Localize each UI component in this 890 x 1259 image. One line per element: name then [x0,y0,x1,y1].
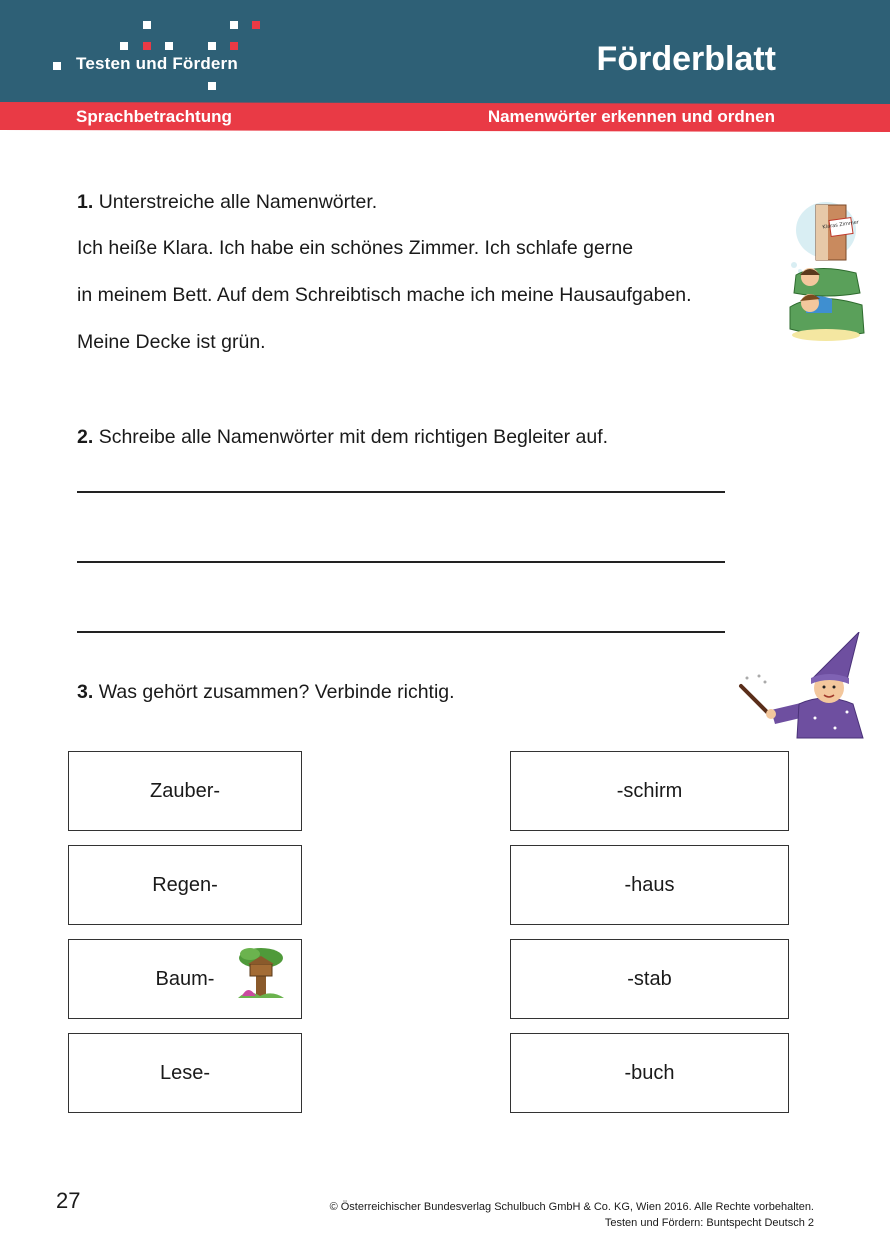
page-number: 27 [56,1188,81,1213]
left-word-1: Zauber- [149,779,221,802]
wizard-illustration [735,632,865,740]
subject-label: Sprachbetrachtung [76,107,232,126]
left-word-2: Regen- [152,873,218,896]
task3-instruction: Was gehört zusammen? Verbinde richtig. [98,681,455,703]
task1-heading [77,191,377,214]
answer-line-3[interactable] [77,631,725,633]
task1-text-line-2: in meinem Bett. Auf dem Schreibtisch mache ich meine Hausaufgaben. [77,284,692,306]
copyright-text: © Österreichischer Bundesverlag Schulbuch GmbH & Co. KG, Wien 2016. Alle Rechte vorbehalten. [329,1201,814,1213]
task1-text-line-3: Meine Decke ist grün. [77,331,266,353]
left-word-box-2[interactable] [68,845,302,925]
sleeping-child-illustration [786,195,866,345]
logo-text: Testen und Fördern [76,54,238,73]
task3-number: 3. [77,681,94,703]
task1-instruction: Unterstreiche alle Namenwörter. [98,191,378,213]
answer-line-1[interactable] [77,491,725,493]
task2-number: 2. [77,426,94,448]
footer-credits [330,1199,814,1231]
right-word-box-2[interactable] [510,845,789,925]
right-word-box-3[interactable] [510,939,789,1019]
topic-label: Namenwörter erkennen und ordnen [487,107,775,126]
logo-squares-icon [0,0,300,100]
right-word-box-1[interactable] [510,751,789,831]
left-word-box-1[interactable] [68,751,302,831]
task3-heading [77,681,455,704]
right-word-2: -haus [624,873,675,896]
task2-instruction: Schreibe alle Namenwörter mit dem richtigen Begleiter auf. [98,426,609,448]
left-word-box-4[interactable] [68,1033,302,1113]
source-text: Testen und Fördern: Buntspecht Deutsch 2 [604,1217,814,1229]
task2-heading [77,426,608,449]
right-word-1: -schirm [616,779,683,802]
right-word-3: -stab [627,967,672,990]
right-word-box-4[interactable] [510,1033,789,1113]
door-sign-text: Klaras Zimmer [822,219,860,231]
right-word-4: -buch [624,1061,675,1084]
task1-text-line-1: Ich heiße Klara. Ich habe ein schönes Zimmer. Ich schlafe gerne [77,237,634,259]
task1-number: 1. [77,191,94,213]
left-word-3: Baum- [155,967,215,990]
answer-line-2[interactable] [77,561,725,563]
left-word-4: Lese- [159,1061,211,1084]
treehouse-illustration [236,946,286,1002]
page-title: Förderblatt [596,40,776,78]
